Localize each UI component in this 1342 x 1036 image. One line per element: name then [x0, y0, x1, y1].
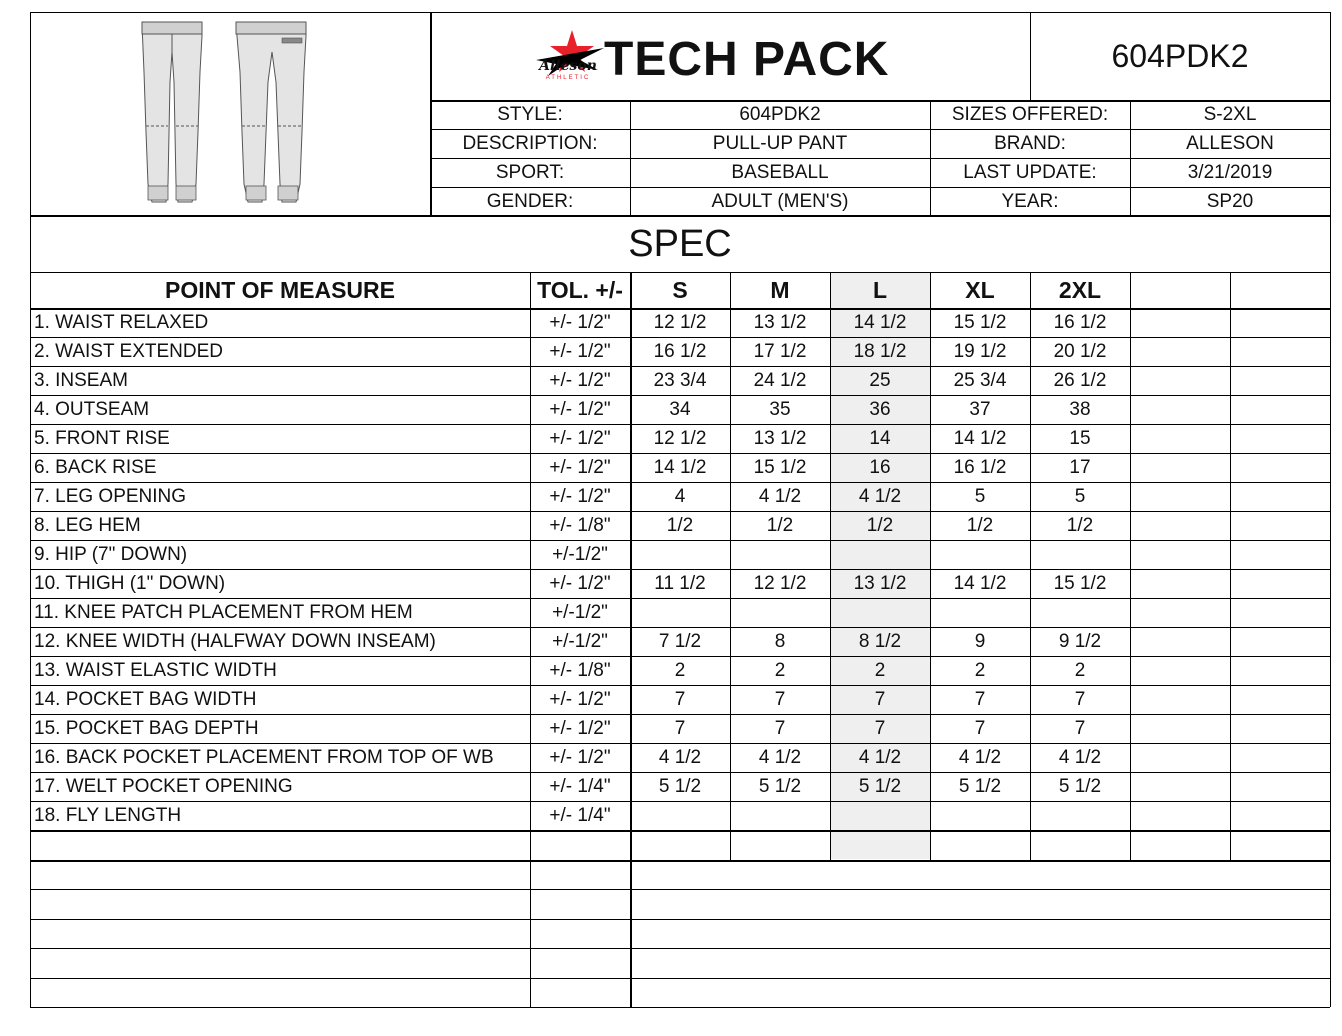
- measure-name: 14. POCKET BAG WIDTH: [34, 688, 257, 710]
- size-value: [630, 598, 730, 627]
- grid-line: [1030, 12, 1031, 100]
- grid-line: [30, 772, 1330, 773]
- info-label: STYLE:: [497, 103, 563, 125]
- tolerance-value: +/-1/2": [552, 543, 608, 565]
- grid-line: [30, 743, 1330, 744]
- size-value: 2: [774, 659, 786, 681]
- grid-line: [430, 158, 1330, 159]
- measure-name: 1. WAIST RELAXED: [34, 311, 209, 333]
- measure-name: 3. INSEAM: [34, 369, 128, 391]
- size-value: 25 3/4: [953, 369, 1007, 391]
- grid-line: [30, 215, 1330, 217]
- brand-logo-subtext: ATHLETIC: [545, 75, 591, 81]
- size-value: 2: [674, 659, 686, 681]
- info-label: DESCRIPTION:: [462, 132, 598, 154]
- grid-line: [30, 1007, 1330, 1008]
- size-value: 16 1/2: [953, 456, 1007, 478]
- size-value: 1/2: [666, 514, 694, 536]
- size-value: 16: [869, 456, 891, 478]
- grid-line: [30, 627, 1330, 628]
- info-label: BRAND:: [994, 132, 1066, 154]
- pants-back-sketch: [236, 22, 306, 202]
- header-size-XL: XL: [965, 276, 995, 303]
- size-value: [730, 598, 830, 627]
- size-value: [630, 540, 730, 569]
- info-value: 604PDK2: [739, 103, 821, 125]
- grid-line: [30, 366, 1330, 367]
- size-value: 7: [974, 688, 986, 710]
- size-value: 16 1/2: [1053, 311, 1107, 333]
- info-label: YEAR:: [1001, 190, 1059, 212]
- size-value: 12 1/2: [653, 311, 707, 333]
- measure-name: 12. KNEE WIDTH (HALFWAY DOWN INSEAM): [34, 630, 436, 652]
- grid-line: [830, 272, 831, 860]
- grid-line: [30, 482, 1330, 483]
- size-value: 5 1/2: [758, 775, 802, 797]
- size-value: 7 1/2: [658, 630, 702, 652]
- grid-line: [630, 272, 632, 1007]
- grid-line: [30, 598, 1330, 599]
- info-value: 3/21/2019: [1187, 161, 1273, 183]
- measure-name: 5. FRONT RISE: [34, 427, 170, 449]
- size-value: 13 1/2: [853, 572, 907, 594]
- garment-sketch: [30, 12, 430, 214]
- grid-line: [1330, 12, 1331, 1007]
- tolerance-value: +/- 1/2": [549, 572, 611, 594]
- grid-line: [430, 100, 1330, 102]
- grid-line: [30, 272, 1330, 273]
- size-value: 17: [1069, 456, 1091, 478]
- info-label: SIZES OFFERED:: [951, 103, 1109, 125]
- measure-name: 2. WAIST EXTENDED: [34, 340, 223, 362]
- size-value: 15 1/2: [1053, 572, 1107, 594]
- grid-line: [430, 129, 1330, 130]
- size-value: 4 1/2: [958, 746, 1002, 768]
- size-value: [930, 801, 1030, 830]
- tech-pack-sheet: [30, 12, 1330, 1007]
- tolerance-value: +/-1/2": [552, 630, 608, 652]
- grid-line: [1230, 272, 1231, 860]
- size-value: [1030, 801, 1130, 830]
- tech-pack-title: TECH PACK: [604, 32, 890, 86]
- grid-line: [30, 948, 1330, 949]
- info-label: LAST UPDATE:: [963, 161, 1097, 183]
- header-size-S: S: [672, 276, 688, 303]
- header-size-blank: [1130, 272, 1230, 308]
- size-value: 7: [974, 717, 986, 739]
- size-value: [930, 598, 1030, 627]
- tolerance-value: +/- 1/2": [549, 688, 611, 710]
- tolerance-value: +/- 1/2": [549, 485, 611, 507]
- tolerance-value: +/- 1/2": [549, 456, 611, 478]
- size-value: 4 1/2: [858, 746, 902, 768]
- info-value: SP20: [1206, 190, 1254, 212]
- size-value: 15 1/2: [753, 456, 807, 478]
- size-value: 7: [1074, 688, 1086, 710]
- size-value: [1030, 598, 1130, 627]
- size-value: 5 1/2: [1058, 775, 1102, 797]
- tolerance-value: +/- 1/2": [549, 746, 611, 768]
- grid-line: [30, 714, 1330, 715]
- measure-name: 13. WAIST ELASTIC WIDTH: [34, 659, 277, 681]
- tolerance-value: +/- 1/2": [549, 311, 611, 333]
- size-value: 14 1/2: [953, 572, 1007, 594]
- tolerance-value: +/- 1/2": [549, 369, 611, 391]
- grid-line: [30, 308, 1330, 310]
- size-value: 15 1/2: [953, 311, 1007, 333]
- size-value: 19 1/2: [953, 340, 1007, 362]
- size-value: 8 1/2: [858, 630, 902, 652]
- grid-line: [1130, 100, 1131, 216]
- size-value: 12 1/2: [753, 572, 807, 594]
- size-value: 1/2: [966, 514, 994, 536]
- grid-line: [530, 272, 531, 1007]
- header-size-L: L: [872, 276, 888, 303]
- info-value: ALLESON: [1186, 132, 1274, 154]
- grid-line: [30, 453, 1330, 454]
- grid-line: [730, 272, 731, 860]
- size-value: [730, 801, 830, 830]
- brand-logo-text: Alleson: [539, 58, 597, 74]
- size-value: 25: [869, 369, 891, 391]
- tolerance-value: +/- 1/4": [549, 804, 611, 826]
- size-value: 7: [674, 688, 686, 710]
- grid-line: [430, 12, 432, 216]
- size-value: 20 1/2: [1053, 340, 1107, 362]
- measure-name: 11. KNEE PATCH PLACEMENT FROM HEM: [34, 601, 413, 623]
- grid-line: [30, 511, 1330, 512]
- grid-line: [630, 100, 631, 216]
- size-value: [830, 598, 930, 627]
- size-value: 5: [974, 485, 986, 507]
- size-value: 11 1/2: [654, 572, 706, 594]
- grid-line: [30, 12, 31, 1007]
- size-value: 4 1/2: [758, 485, 802, 507]
- size-value: 4 1/2: [1058, 746, 1102, 768]
- info-label: SPORT:: [495, 161, 565, 183]
- header-tolerance: TOL. +/-: [537, 276, 623, 303]
- size-value: 15: [1069, 427, 1091, 449]
- grid-line: [30, 395, 1330, 396]
- grid-line: [30, 12, 1330, 13]
- measure-name: 9. HIP (7" DOWN): [34, 543, 188, 565]
- size-value: 12 1/2: [653, 427, 707, 449]
- tolerance-value: +/- 1/2": [549, 398, 611, 420]
- grid-line: [30, 337, 1330, 338]
- header-point-of-measure: POINT OF MEASURE: [164, 276, 395, 303]
- size-value: [1030, 540, 1130, 569]
- size-value: 23 3/4: [653, 369, 707, 391]
- grid-line: [430, 187, 1330, 188]
- grid-line: [930, 100, 931, 216]
- size-value: [830, 801, 930, 830]
- size-value: 5 1/2: [958, 775, 1002, 797]
- size-value: 13 1/2: [753, 427, 807, 449]
- header-size-M: M: [770, 276, 790, 303]
- size-value: 7: [774, 717, 786, 739]
- size-value: 1/2: [1066, 514, 1094, 536]
- size-value: 2: [874, 659, 886, 681]
- size-value: 5 1/2: [858, 775, 902, 797]
- size-value: 9 1/2: [1058, 630, 1102, 652]
- size-value: 2: [974, 659, 986, 681]
- size-value: 18 1/2: [853, 340, 907, 362]
- size-value: 5 1/2: [658, 775, 702, 797]
- size-value: [730, 540, 830, 569]
- grid-line: [930, 272, 931, 860]
- size-value: 7: [874, 717, 886, 739]
- size-value: [630, 801, 730, 830]
- tolerance-value: +/- 1/2": [549, 340, 611, 362]
- tolerance-value: +/-1/2": [552, 601, 608, 623]
- size-value: 4 1/2: [858, 485, 902, 507]
- header-size-2XL: 2XL: [1058, 276, 1102, 303]
- info-value: BASEBALL: [731, 161, 829, 183]
- size-value: 5: [1074, 485, 1086, 507]
- measure-name: 15. POCKET BAG DEPTH: [34, 717, 259, 739]
- info-value: ADULT (MEN'S): [711, 190, 849, 212]
- grid-line: [30, 801, 1330, 802]
- grid-line: [30, 540, 1330, 541]
- grid-line: [30, 656, 1330, 657]
- size-value: 4 1/2: [658, 746, 702, 768]
- size-value: 14: [869, 427, 891, 449]
- info-label: GENDER:: [486, 190, 574, 212]
- size-value: 17 1/2: [753, 340, 807, 362]
- tech-pack-grid: [30, 12, 1330, 1007]
- size-value: 4 1/2: [758, 746, 802, 768]
- size-value: 38: [1069, 398, 1091, 420]
- size-value: 35: [769, 398, 791, 420]
- tolerance-value: +/- 1/2": [549, 427, 611, 449]
- info-value: S-2XL: [1203, 103, 1257, 125]
- size-value: 24 1/2: [753, 369, 807, 391]
- size-value: [930, 540, 1030, 569]
- size-value: 34: [669, 398, 691, 420]
- measure-name: 6. BACK RISE: [34, 456, 157, 478]
- pants-front-sketch: [142, 22, 202, 202]
- measure-name: 7. LEG OPENING: [34, 485, 187, 507]
- style-code-large: 604PDK2: [1111, 37, 1249, 74]
- grid-line: [30, 424, 1330, 425]
- grid-line: [30, 889, 1330, 890]
- grid-line: [30, 830, 1330, 832]
- size-value: [830, 540, 930, 569]
- size-value: 1/2: [866, 514, 894, 536]
- tolerance-value: +/- 1/8": [549, 659, 611, 681]
- size-value: 7: [774, 688, 786, 710]
- size-value: 26 1/2: [1053, 369, 1107, 391]
- header-size-blank: [1230, 272, 1330, 308]
- grid-line: [1130, 272, 1131, 860]
- size-value: 14 1/2: [853, 311, 907, 333]
- size-value: 8: [774, 630, 786, 652]
- size-value: 37: [969, 398, 991, 420]
- tolerance-value: +/- 1/4": [549, 775, 611, 797]
- size-value: 7: [674, 717, 686, 739]
- measure-name: 4. OUTSEAM: [34, 398, 150, 420]
- size-value: 7: [874, 688, 886, 710]
- grid-line: [1030, 272, 1031, 860]
- measure-name: 10. THIGH (1" DOWN): [34, 572, 226, 594]
- measure-name: 16. BACK POCKET PLACEMENT FROM TOP OF WB: [34, 746, 494, 768]
- size-value: 36: [869, 398, 891, 420]
- info-value: PULL-UP PANT: [712, 132, 848, 154]
- size-value: 9: [974, 630, 986, 652]
- grid-line: [30, 978, 1330, 979]
- measure-name: 18. FLY LENGTH: [34, 804, 182, 826]
- grid-line: [30, 919, 1330, 920]
- size-value: 16 1/2: [653, 340, 707, 362]
- size-value: 2: [1074, 659, 1086, 681]
- size-value: 7: [1074, 717, 1086, 739]
- grid-line: [30, 860, 1330, 862]
- tolerance-value: +/- 1/8": [549, 514, 611, 536]
- measure-name: 8. LEG HEM: [34, 514, 141, 536]
- size-value: 14 1/2: [653, 456, 707, 478]
- size-value: 14 1/2: [953, 427, 1007, 449]
- grid-line: [30, 685, 1330, 686]
- spec-title: SPEC: [628, 222, 732, 265]
- size-value: 13 1/2: [753, 311, 807, 333]
- size-value: 4: [674, 485, 686, 507]
- tolerance-value: +/- 1/2": [549, 717, 611, 739]
- size-value: 1/2: [766, 514, 794, 536]
- grid-line: [30, 569, 1330, 570]
- measure-name: 17. WELT POCKET OPENING: [34, 775, 293, 797]
